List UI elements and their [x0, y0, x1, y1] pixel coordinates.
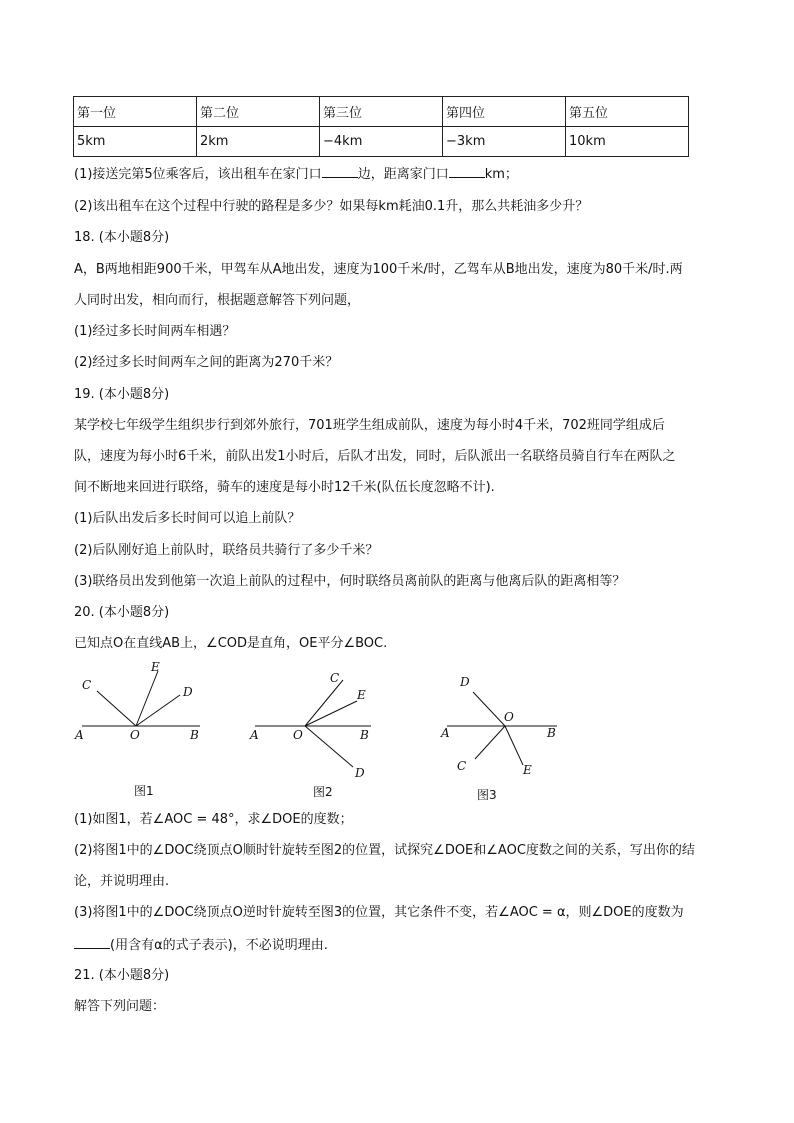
q21-stem: 解答下列问题： [74, 999, 166, 1014]
label-c: C [330, 671, 340, 685]
label-d: D [355, 766, 365, 780]
figure-caption: 图1 [134, 784, 154, 798]
label-e: E [357, 688, 366, 702]
answer-blank[interactable] [322, 165, 358, 178]
table-header-cell: 第三位 [320, 97, 443, 127]
q20-part1: (1)如图1，若∠AOC = 48°，求∠DOE的度数； [74, 812, 353, 827]
q20-part3-line2 [74, 936, 328, 955]
ray-od [473, 692, 505, 726]
q17-part1-text-c: km； [484, 167, 518, 182]
label-c: C [457, 759, 467, 773]
ray-oc [305, 680, 343, 726]
q20-part2-line2: 论，并说明理由. [74, 874, 170, 889]
q18-stem-line1: A，B两地相距900千米，甲驾车从A地出发，速度为100千米/时，乙驾车从B地出发，速度为80千米/时.两 [74, 262, 683, 277]
q20-part3-line1: (3)将图1中的∠DOC绕顶点O逆时针旋转至图3的位置，其它条件不变，若∠AOC = α，则∠DOE的度数为 [74, 905, 684, 920]
table-header-cell: 第一位 [74, 97, 197, 127]
figure-2 [245, 655, 385, 805]
label-d: D [460, 675, 470, 689]
q19-stem-line1: 某学校七年级学生组织步行到郊外旅行，701班学生组成前队，速度为每小时4千米，702班同学组成后 [74, 418, 665, 433]
q20-stem: 已知点O在直线AB上，∠COD是直角，OE平分∠BOC. [74, 636, 388, 651]
q20-header: 20. (本小题8分) [74, 605, 170, 620]
q18-part2: (2)经过多长时间两车之间的距离为270千米？ [74, 355, 339, 370]
ray-oe [505, 726, 523, 765]
label-b: B [547, 726, 556, 740]
table-row [74, 127, 689, 157]
answer-blank[interactable] [74, 936, 110, 949]
ray-oc [97, 691, 136, 726]
q17-part2: (2)该出租车在这个过程中行驶的路程是多少？如果每km耗油0.1升，那么共耗油多少升？ [74, 199, 589, 214]
label-a: A [441, 726, 450, 740]
table-header-cell: 第四位 [443, 97, 566, 127]
figure-caption: 图3 [477, 788, 497, 802]
figure-caption: 图2 [313, 785, 333, 799]
q19-part3: (3)联络员出发到他第一次追上前队的过程中，何时联络员离前队的距离与他离后队的距离相等？ [74, 574, 626, 589]
q17-part1-text-a: (1)接送完第5位乘客后，该出租车在家门口 [74, 167, 322, 182]
label-o: O [293, 728, 303, 742]
figure-1 [70, 655, 220, 805]
q17-part1-text-b: 边，距离家门口 [357, 167, 449, 182]
q19-stem-line2: 队，速度为每小时6千米，前队出发1小时后，后队才出发，同时，后队派出一名联络员骑自行车在两队之 [74, 449, 676, 464]
q20-part2-line1: (2)将图1中的∠DOC绕顶点O顺时针旋转至图2的位置，试探究∠DOE和∠AOC度数之间的关系，写出你的结 [74, 843, 695, 858]
q17-part1 [74, 165, 518, 184]
q19-part2: (2)后队刚好追上前队时，联络员共骑行了多少千米？ [74, 543, 379, 558]
table-cell: 5km [74, 127, 197, 157]
ray-oe [305, 701, 357, 726]
label-c: C [82, 678, 92, 692]
table-header-cell: 第二位 [197, 97, 320, 127]
table-cell: 2km [197, 127, 320, 157]
label-b: B [360, 728, 369, 742]
label-b: B [190, 728, 199, 742]
distance-table [73, 96, 689, 157]
label-d: D [183, 685, 193, 699]
label-a: A [75, 728, 84, 742]
q19-header: 19. (本小题8分) [74, 387, 170, 402]
q21-header: 21. (本小题8分) [74, 968, 170, 983]
q18-part1: (1)经过多长时间两车相遇？ [74, 324, 236, 339]
figure-3 [435, 665, 575, 810]
q18-header: 18. (本小题8分) [74, 230, 170, 245]
label-o: O [130, 728, 140, 742]
label-e: E [523, 763, 532, 777]
table-cell: −4km [320, 127, 443, 157]
label-o: O [504, 710, 514, 724]
table-cell: −3km [443, 127, 566, 157]
answer-blank[interactable] [449, 165, 485, 178]
ray-oc [475, 726, 505, 759]
ray-od [305, 726, 353, 767]
table-header-cell: 第五位 [566, 97, 689, 127]
q18-stem-line2: 人同时出发，相向而行，根据题意解答下列问题， [74, 293, 361, 308]
q19-stem-line3: 间不断地来回进行联络，骑车的速度是每小时12千米(队伍长度忽略不计). [74, 480, 495, 495]
label-a: A [250, 728, 259, 742]
q19-part1: (1)后队出发后多长时间可以追上前队？ [74, 511, 301, 526]
table-header-row [74, 97, 689, 127]
table-cell: 10km [566, 127, 689, 157]
label-e: E [151, 660, 160, 674]
q20-part3-text: (用含有α的式子表示)，不必说明理由. [110, 938, 328, 953]
